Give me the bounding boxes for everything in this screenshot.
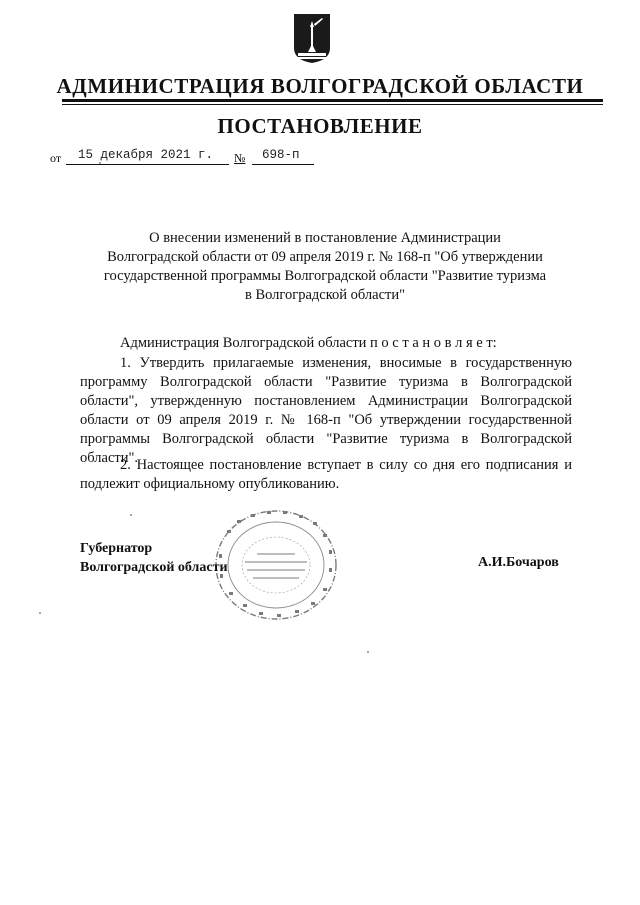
date-underline [66,164,229,165]
header-rule-thick [62,99,603,102]
document-date: 15 декабря 2021 г. [78,148,214,162]
date-prefix: от [50,151,62,165]
volgograd-emblem-icon [292,12,332,64]
official-seal-stamp [207,506,345,624]
document-type-title: ПОСТАНОВЛЕНИЕ [217,114,423,138]
organization-title: АДМИНИСТРАЦИЯ ВОЛГОГРАДСКОЙ ОБЛАСТИ [56,74,584,98]
scan-speck [39,612,41,614]
number-prefix: № [234,151,246,165]
scan-speck [130,514,132,516]
number-underline [252,164,314,165]
subject-line: О внесении изменений в постановление Администрации [149,230,501,246]
signatory-name: А.И.Бочаров [478,555,559,570]
resolution-item-2: 2. Настоящее постановление вступает в силу со дня его подписания и подлежит официальному опубликованию. [80,457,572,492]
resolution-item-1: 1. Утвердить прилагаемые изменения, вносимые в государственную программу Волгоградской области "Развитие туризма в Волгоградской области", утвержденную постановлением Администрации Волгоградской области от 09 апреля 2019 г. № 168-п "Об утверждении государственной программы Волгоградской области "Развитие туризма в Волгоградской области". [80,355,572,466]
preamble: Администрация Волгоградской области п о с т а н о в л я е т: [120,335,497,351]
subject-line: государственной программы Волгоградской области "Развитие туризма [103,268,547,284]
document-number: 698-п [262,148,300,162]
document-subject [80,229,570,305]
signatory-title: Губернатор [80,541,153,556]
scan-speck [367,651,369,653]
subject-line: в Волгоградской области" [244,287,406,303]
header-rule-thin [62,104,603,105]
scan-speck [99,162,101,164]
subject-line: Волгоградской области от 09 апреля 2019 г. № 168-п "Об утверждении [107,249,543,265]
signatory-title-region: Волгоградской области [80,560,228,575]
